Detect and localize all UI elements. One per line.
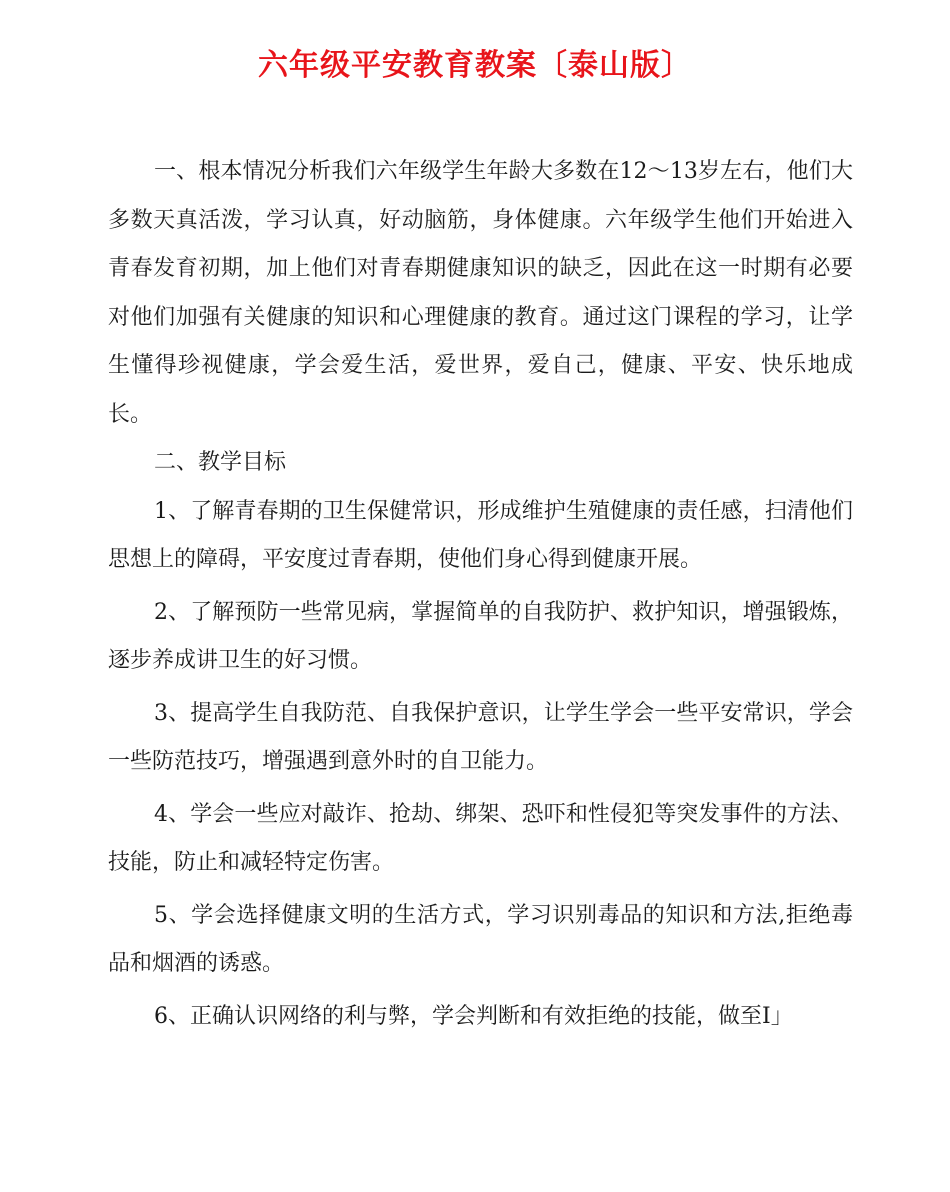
document-body	[108, 148, 853, 1041]
section-1-paragraph: 一、根本情况分析我们六年级学生年龄大多数在12〜13岁左右，他们大多数天真活泼，学习认真，好动脑筋，身体健康。六年级学生他们开始进入青春发育初期，加上他们对青春期健康知识的缺乏，因此在这一时期有必要对他们加强有关健康的知识和心理健康的教育。通过这门课程的学习，让学生懂得珍视健康，学会爱生活，爱世界，爱自己，健康、平安、快乐地成长。	[108, 159, 853, 427]
goal-1-paragraph: 1、了解青春期的卫生保健常识，形成维护生殖健康的责任感，扫清他们思想上的障碍，平安度过青春期，使他们身心得到健康开展。	[108, 498, 853, 572]
goal-3-paragraph: 3、提高学生自我防范、自我保护意识，让学生学会一些平安常识，学会一些防范技巧，增强遇到意外时的自卫能力。	[108, 700, 853, 774]
goal-5-paragraph: 5、学会选择健康文明的生活方式，学习识别毒品的知识和方法,拒绝毒品和烟酒的诱惑。	[108, 902, 853, 976]
goal-2-paragraph: 2、了解预防一些常见病，掌握简单的自我防护、救护知识，增强锻炼，逐步养成讲卫生的好习惯。	[108, 599, 853, 673]
goal-4-paragraph: 4、学会一些应对敲诈、抢劫、绑架、恐吓和性侵犯等突发事件的方法、技能，防止和减轻特定伤害。	[108, 801, 853, 875]
section-2-heading: 二、教学目标	[154, 450, 287, 475]
document-title: 六年级平安教育教案〔泰山版〕	[258, 48, 692, 83]
goal-6-paragraph: 6、正确认识网络的利与弊，学会判断和有效拒绝的技能，做至I」	[154, 1003, 793, 1029]
